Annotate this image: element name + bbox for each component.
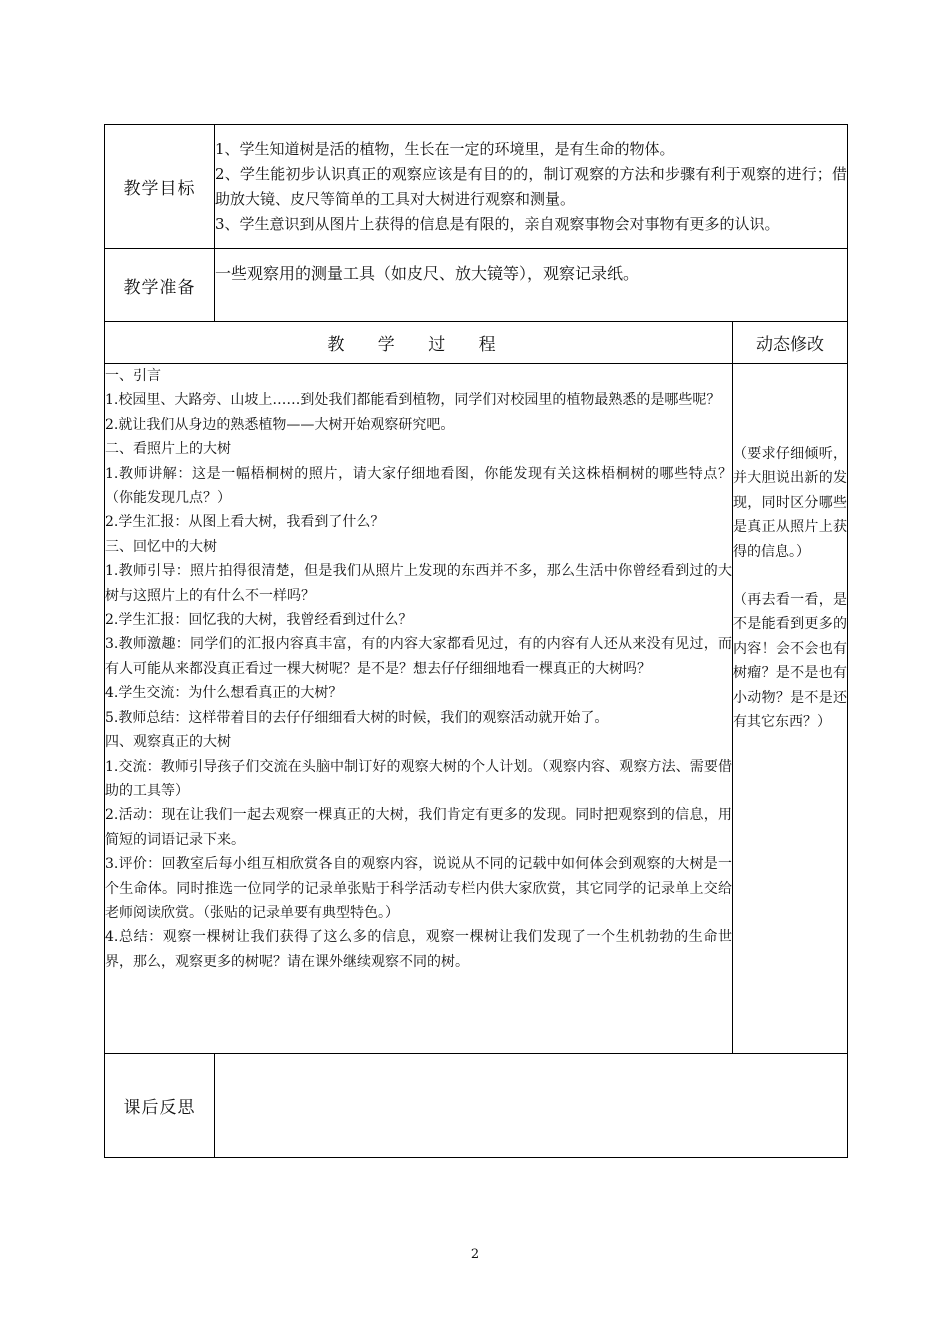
process-header: 教 学 过 程 <box>105 322 733 364</box>
process-line: 3.评价：回教室后每小组互相欣赏各自的观察内容，说说从不同的记载中如何体会到观察的大树是一个生命体。同时推选一位同学的记录单张贴于科学活动专栏内供大家欣赏，其它同学的记录单上交给老师阅读欣赏。（张贴的记录单要有典型特色。） <box>105 856 732 921</box>
notes-content <box>733 364 848 1054</box>
process-line: 3.教师激趣：同学们的汇报内容真丰富，有的内容大家都看见过，有的内容有人还从来没有见过，而有人可能从来都没真正看过一棵大树呢？是不是？想去仔仔细细地看一棵真正的大树吗？ <box>105 636 732 677</box>
process-line: 5.教师总结：这样带着目的去仔仔细细看大树的时候，我们的观察活动就开始了。 <box>105 709 609 726</box>
prep-row <box>105 249 848 322</box>
page-number: 2 <box>470 1247 480 1262</box>
process-line: 2.活动：现在让我们一起去观察一棵真正的大树，我们肯定有更多的发现。同时把观察到的信息，用简短的词语记录下来。 <box>105 807 732 848</box>
process-line: 1.校园里、大路旁、山坡上……到处我们都能看到植物，同学们对校园里的植物最熟悉的是哪些呢？ <box>105 392 721 409</box>
goals-label: 教学目标 <box>105 125 215 249</box>
process-line: 2.学生汇报：回忆我的大树，我曾经看到过什么？ <box>105 612 413 629</box>
process-line: 三、回忆中的大树 <box>105 538 217 555</box>
goals-content <box>215 125 848 249</box>
note-2: （再去看一看，是不是能看到更多的内容！会不会也有树瘤？是不是也有小动物？是不是还有其它东西？） <box>733 592 847 731</box>
goals-row <box>105 125 848 249</box>
process-line: 4.学生交流：为什么想看真正的大树？ <box>105 685 343 702</box>
prep-label: 教学准备 <box>105 249 215 322</box>
process-row <box>105 364 848 1054</box>
lesson-plan-table <box>104 124 848 1158</box>
note-1: （要求仔细倾听，并大胆说出新的发现，同时区分哪些是真正从照片上获得的信息。） <box>733 446 847 560</box>
process-line: 2.就让我们从身边的熟悉植物——大树开始观察研究吧。 <box>105 416 455 433</box>
goal-item: 3、学生意识到从图片上获得的信息是有限的，亲自观察事物会对事物有更多的认识。 <box>215 214 780 233</box>
reflection-content <box>215 1054 848 1158</box>
notes-header: 动态修改 <box>733 322 848 364</box>
process-line: 一、引言 <box>105 368 161 384</box>
process-line: 四、观察真正的大树 <box>105 734 231 751</box>
process-line: 1.交流：教师引导孩子们交流在头脑中制订好的观察大树的个人计划。（观察内容、观察方法、需要借助的工具等） <box>105 758 732 799</box>
process-header-row <box>105 322 848 364</box>
process-content <box>105 364 733 1054</box>
reflection-row <box>105 1054 848 1158</box>
goal-item: 2、学生能初步认识真正的观察应该是有目的的，制订观察的方法和步骤有利于观察的进行；借助放大镜、皮尺等简单的工具对大树进行观察和测量。 <box>215 164 847 208</box>
process-line: 4.总结：观察一棵树让我们获得了这么多的信息，观察一棵树让我们发现了一个生机勃勃的生命世界，那么，观察更多的树呢？请在课外继续观察不同的树。 <box>105 929 732 970</box>
process-line: 二、看照片上的大树 <box>105 441 231 458</box>
process-line: 2.学生汇报：从图上看大树，我看到了什么？ <box>105 514 385 531</box>
process-line: 1.教师讲解：这是一幅梧桐树的照片，请大家仔细地看图，你能发现有关这株梧桐树的哪些特点？（你能发现几点？） <box>105 465 732 507</box>
prep-content: 一些观察用的测量工具（如皮尺、放大镜等），观察记录纸。 <box>215 249 848 322</box>
goal-item: 1、学生知道树是活的植物，生长在一定的环境里，是有生命的物体。 <box>215 139 675 158</box>
reflection-label: 课后反思 <box>105 1054 215 1158</box>
process-line: 1.教师引导：照片拍得很清楚，但是我们从照片上发现的东西并不多，那么生活中你曾经看到过的大树与这照片上的有什么不一样吗？ <box>105 563 732 604</box>
